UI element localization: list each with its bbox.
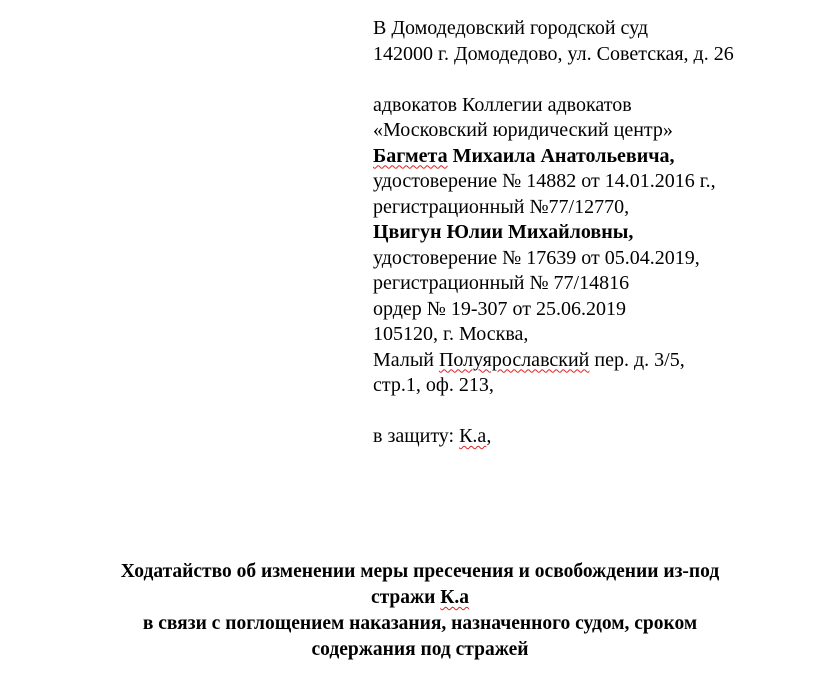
lawyer2-name [373, 220, 734, 246]
lawyer2-registration: регистрационный № 77/14816 [373, 272, 630, 294]
defense-prefix: в защиту: [373, 425, 455, 447]
court-name: В Домодедовский городской суд [373, 17, 649, 39]
order-number: ордер № 19-307 от 25.06.2019 [373, 297, 627, 320]
title-line-3: в связи с поглощением наказания, назначенного судом, сроком [142, 613, 698, 634]
address-street-name: Полуярославский [438, 348, 590, 371]
defendant-name: К.а [459, 425, 487, 447]
lawyer1-surname: Багмета [373, 144, 448, 167]
court-address: 142000 г. Домодедово, ул. Советская, д. 26 [373, 42, 734, 65]
spacer [373, 67, 734, 93]
lawyers-line-1: адвокатов Коллегии адвокатов [373, 93, 632, 116]
title-line-2 [40, 585, 800, 611]
address-street-prefix: Малый [373, 348, 434, 371]
lawyer1-registration: регистрационный №77/12770, [373, 195, 630, 218]
address-street [373, 348, 734, 374]
addressee-block [373, 16, 734, 450]
lawyer2-given-names: Юлии Михайловны, [446, 221, 634, 243]
document-title [40, 559, 800, 663]
lawyers-line-2: «Московский юридический центр» [373, 119, 673, 141]
lawyer1-certificate: удостоверение № 14882 от 14.01.2016 г., [373, 170, 716, 192]
lawyer1-given-names: Михаила Анатольевича, [452, 144, 675, 167]
title-line-2-prefix: стражи [370, 587, 436, 608]
spacer [373, 399, 734, 425]
address-building: стр.1, оф. 213, [373, 374, 494, 396]
title-line-1: Ходатайство об изменении меры пресечения и освобождении из-под [120, 561, 720, 582]
title-defendant-name: К.а [440, 587, 470, 608]
defense-suffix: , [486, 425, 492, 447]
address-city: 105120, г. Москва, [373, 323, 529, 345]
lawyer2-surname: Цвигун [373, 221, 442, 243]
title-line-4: содержания под стражей [311, 639, 529, 660]
address-street-suffix: пер. д. 3/5, [594, 348, 685, 371]
lawyer2-certificate: удостоверение № 17639 от 05.04.2019, [373, 246, 700, 269]
defense-line [373, 424, 734, 450]
lawyer1-name [373, 144, 734, 170]
